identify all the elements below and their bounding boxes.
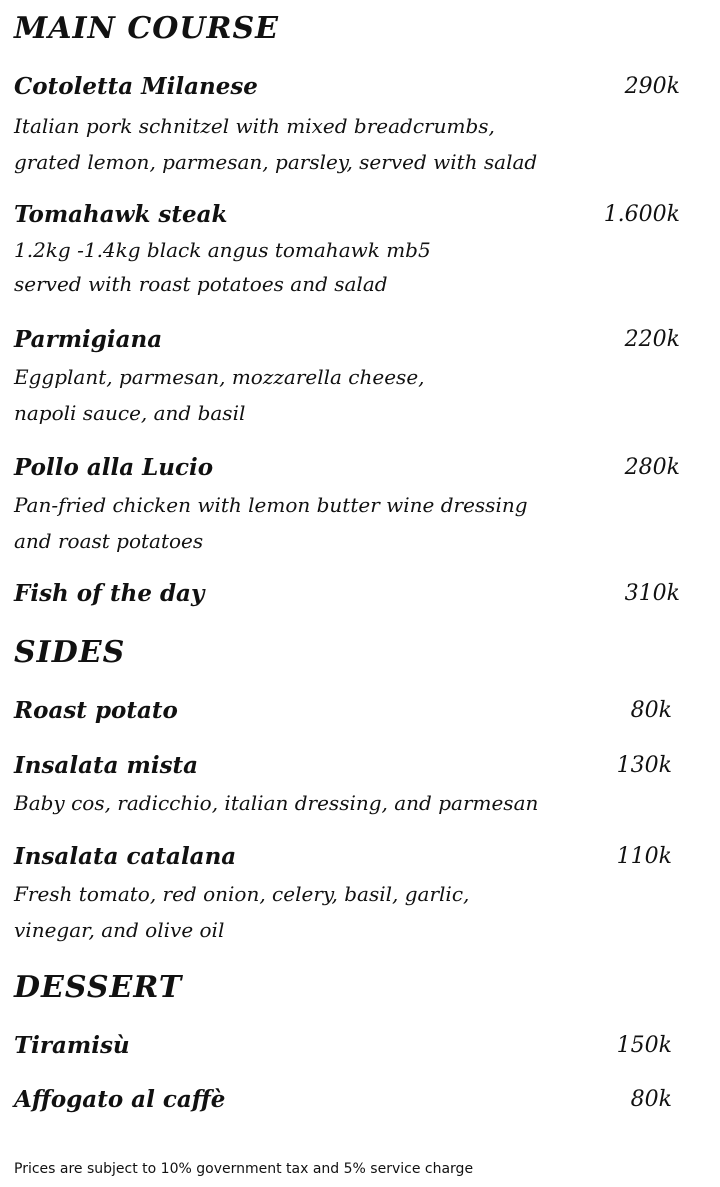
item-name-roast-potato: Roast potato	[14, 697, 178, 724]
item-desc-insalata-mista-line-1: Baby cos, radicchio, italian dressing, and parmesan	[14, 791, 539, 815]
item-desc-pollo-alla-lucio-line-1: Pan-fried chicken with lemon butter wine dressing	[14, 493, 528, 517]
item-price-insalata-mista: 130k	[616, 753, 672, 778]
section-title-main-course: MAIN COURSE	[14, 11, 280, 46]
item-desc-pollo-alla-lucio-line-2: and roast potatoes	[14, 529, 204, 553]
item-name-cotoletta-milanese: Cotoletta Milanese	[14, 73, 258, 100]
item-desc-cotoletta-milanese-line-2: grated lemon, parmesan, parsley, served with salad	[14, 150, 538, 174]
item-desc-parmigiana-line-2: napoli sauce, and basil	[14, 401, 246, 425]
footer-tax-note: Prices are subject to 10% government tax and 5% service charge	[14, 1161, 474, 1177]
item-name-fish-of-the-day: Fish of the day	[14, 580, 205, 607]
section-title-dessert: DESSERT	[14, 970, 183, 1005]
item-price-parmigiana: 220k	[624, 327, 680, 352]
item-name-insalata-mista: Insalata mista	[14, 752, 199, 779]
item-price-roast-potato: 80k	[630, 698, 672, 723]
section-title-sides: SIDES	[14, 635, 126, 670]
item-name-insalata-catalana: Insalata catalana	[14, 843, 237, 870]
item-name-pollo-alla-lucio: Pollo alla Lucio	[14, 454, 214, 481]
item-name-tomahawk-steak: Tomahawk steak	[14, 201, 228, 228]
item-price-pollo-alla-lucio: 280k	[624, 455, 680, 480]
item-desc-tomahawk-steak-line-2: served with roast potatoes and salad	[14, 272, 388, 296]
item-desc-insalata-catalana-line-1: Fresh tomato, red onion, celery, basil, garlic,	[14, 882, 470, 906]
item-price-tomahawk-steak: 1.600k	[603, 202, 680, 227]
item-price-insalata-catalana: 110k	[616, 844, 672, 869]
item-price-tiramisu: 150k	[616, 1033, 672, 1058]
item-desc-insalata-catalana-line-2: vinegar, and olive oil	[14, 918, 225, 942]
item-name-parmigiana: Parmigiana	[14, 326, 163, 353]
item-name-tiramisu: Tiramisù	[14, 1032, 130, 1059]
item-price-fish-of-the-day: 310k	[624, 581, 680, 606]
item-desc-parmigiana-line-1: Eggplant, parmesan, mozzarella cheese,	[14, 365, 425, 389]
item-desc-tomahawk-steak-line-1: 1.2kg -1.4kg black angus tomahawk mb5	[14, 238, 431, 262]
item-price-cotoletta-milanese: 290k	[624, 74, 680, 99]
item-price-affogato-al-caffe: 80k	[630, 1087, 672, 1112]
item-name-affogato-al-caffe: Affogato al caffè	[14, 1086, 226, 1113]
item-desc-cotoletta-milanese-line-1: Italian pork schnitzel with mixed breadcrumbs,	[14, 114, 495, 138]
